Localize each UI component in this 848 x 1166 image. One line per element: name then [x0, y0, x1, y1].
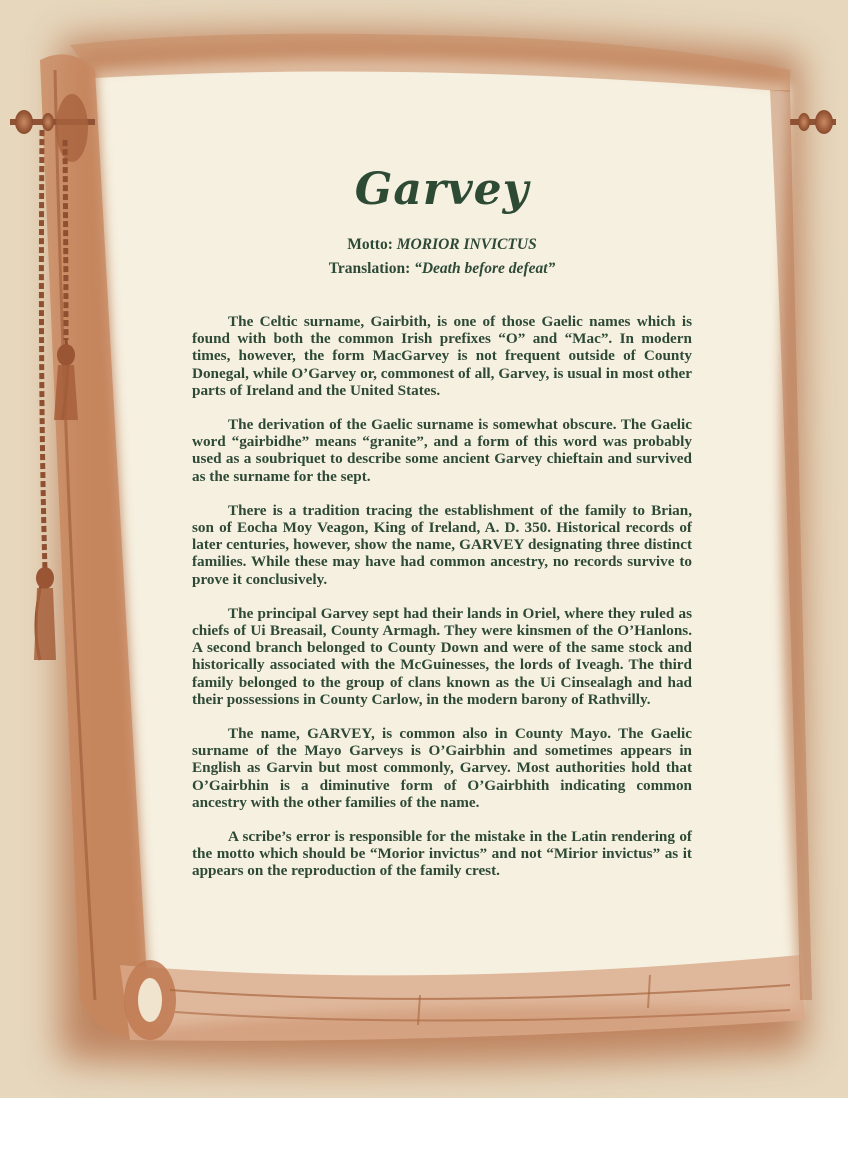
motto-line: [192, 236, 692, 254]
paragraph: The derivation of the Gaelic surname is somewhat obscure. The Gaelic word “gairbidhe” means “granite”, and a form of this word was probably used as a soubriquet to describe some ancient Garvey chieftain and survived as the surname for the sept.: [192, 416, 692, 485]
paragraph: There is a tradition tracing the establishment of the family to Brian, son of Eocha Moy Veagon, King of Ireland, A. D. 350. Historical records of later centuries, however, show the name, GARVEY designating three distinct families. While these may have had common ancestry, no records survive to prove it conclusively.: [192, 501, 692, 588]
paragraph: The Celtic surname, Gairbith, is one of those Gaelic names which is found with both the common Irish prefixes “O” and “Mac”. In modern times, however, the form MacGarvey is not frequent outside of County Donegal, while O’Garvey or, commonest of all, Garvey, is usual in most other parts of Ireland and the United States.: [192, 313, 692, 399]
tassel-knot: [57, 344, 75, 366]
translation-label: Translation:: [328, 260, 411, 277]
motto-value: MORIOR INVICTUS: [396, 236, 537, 253]
paragraph: The name, GARVEY, is common also in County Mayo. The Gaelic surname of the Mayo Garveys is O’Gairbhin and sometimes appears in English as Garvin but most commonly, Garvey. Most authorities hold that O’Gairbhin is a diminutive form of O’Gairbhith indicating common ancestry with the other families of the name.: [192, 725, 692, 811]
translation-line: [192, 260, 692, 278]
paragraph: A scribe’s error is responsible for the mistake in the Latin rendering of the motto which should be “Morior invictus” and not “Mirior invictus” as it appears on the reproduction of the family crest.: [192, 828, 692, 880]
document-body: [192, 150, 692, 880]
paragraph: The principal Garvey sept had their lands in Oriel, where they ruled as chiefs of Ui Breasail, County Armagh. They were kinsmen of the O’Hanlons. A second branch belonged to County Down and were of the same stock and historically associated with the McGuinesses, the lords of Iveagh. The third family belonged to the group of clans known as the Ui Cinsealagh and had their possessions in County Carlow, in the modern barony of Rathvilly.: [192, 604, 692, 708]
history-text: [192, 313, 692, 880]
tassel-knot: [36, 567, 54, 589]
motto-label: Motto:: [347, 236, 393, 253]
family-name-title: Garvey: [354, 164, 530, 215]
tassel: [34, 588, 56, 660]
translation-value: “Death before defeat”: [414, 260, 556, 277]
tassel: [54, 365, 78, 420]
